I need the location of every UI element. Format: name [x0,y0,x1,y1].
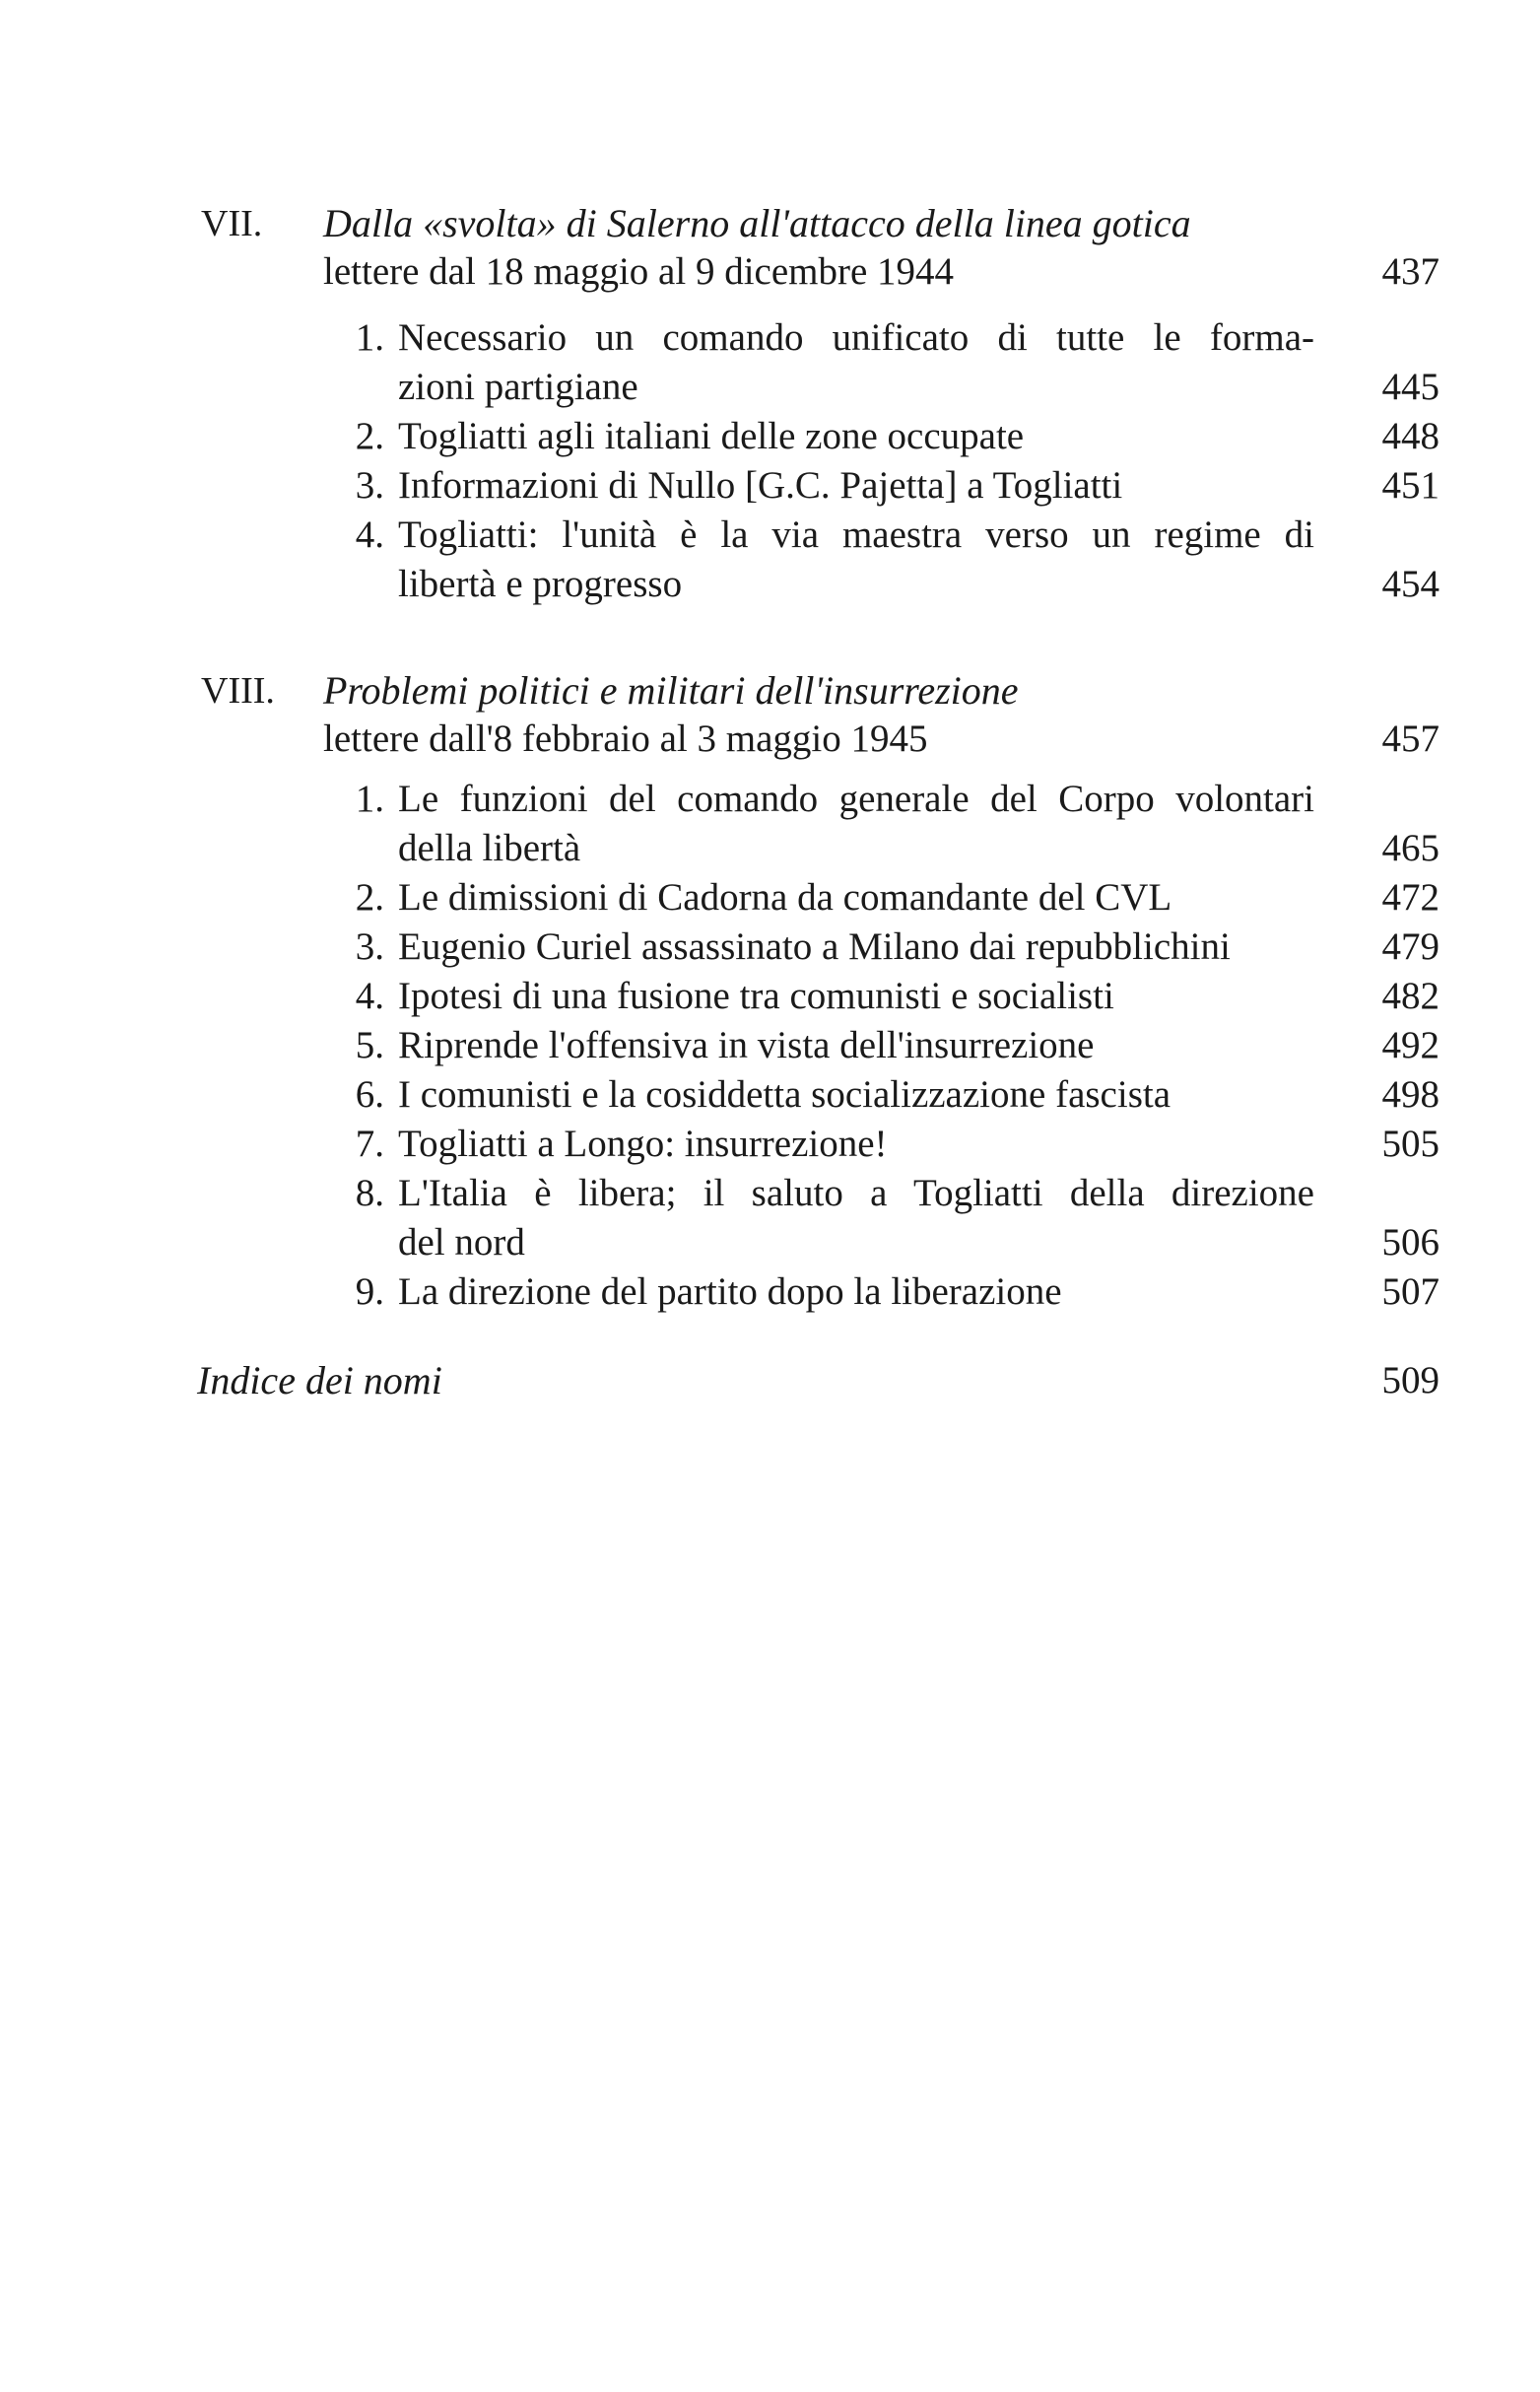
entry-page-number: 482 [1381,975,1440,1017]
section-number: VIII. [201,670,275,712]
section-subtitle: lettere dall'8 febbraio al 3 maggio 1945 [323,718,928,760]
section-page-number: 437 [1381,250,1440,293]
entry-title: I comunisti e la cosiddetta socializzazione fascista [398,1073,1172,1116]
entry-page-number: 507 [1381,1270,1440,1313]
entry-number: 7. [355,1123,384,1165]
entry-page-number: 454 [1381,563,1440,605]
section-page-number: 457 [1381,718,1440,760]
entry-page-number: 451 [1381,464,1440,507]
entry-number: 4. [355,975,384,1017]
index-page-number: 509 [1381,1359,1440,1401]
index-heading: Indice dei nomi [197,1358,442,1402]
entry-title-continued: zioni partigiane [398,366,638,408]
entry-title: Togliatti a Longo: insurrezione! [398,1123,888,1165]
entry-page-number: 505 [1381,1123,1440,1165]
entry-title: Eugenio Curiel assassinato a Milano dai repubblichini [398,925,1231,968]
entry-number: 8. [355,1172,384,1214]
entry-title: Togliatti agli italiani delle zone occupate [398,415,1025,457]
section-title: Dalla «svolta» di Salerno all'attacco della linea gotica [323,201,1191,245]
entry-page-number: 498 [1381,1073,1440,1116]
entry-number: 6. [355,1073,384,1116]
entry-page-number: 465 [1381,827,1440,869]
entry-number: 4. [355,513,384,556]
entry-number: 3. [355,925,384,968]
entry-number: 1. [355,778,384,820]
entry-page-number: 445 [1381,366,1440,408]
entry-title: Le dimissioni di Cadorna da comandante del CVL [398,876,1172,919]
entry-title: L'Italia è libera; il saluto a Togliatti della direzione [398,1172,1314,1214]
entry-number: 2. [355,415,384,457]
entry-number: 5. [355,1024,384,1066]
entry-title: La direzione del partito dopo la liberazione [398,1270,1062,1313]
entry-page-number: 479 [1381,925,1440,968]
entry-title: Ipotesi di una fusione tra comunisti e socialisti [398,975,1114,1017]
entry-number: 3. [355,464,384,507]
entry-title: Riprende l'offensiva in vista dell'insurrezione [398,1024,1095,1066]
entry-title-continued: libertà e progresso [398,563,683,605]
section-subtitle: lettere dal 18 maggio al 9 dicembre 1944 [323,250,955,293]
entry-page-number: 492 [1381,1024,1440,1066]
entry-number: 2. [355,876,384,919]
entry-title: Le funzioni del comando generale del Corpo volontari [398,778,1314,820]
entry-title-continued: della libertà [398,827,581,869]
entry-title: Necessario un comando unificato di tutte le forma- [398,316,1314,359]
entry-page-number: 506 [1381,1221,1440,1264]
entry-number: 9. [355,1270,384,1313]
section-number: VII. [201,203,263,244]
entry-title: Togliatti: l'unità è la via maestra verso un regime di [398,513,1314,556]
entry-page-number: 448 [1381,415,1440,457]
section-title: Problemi politici e militari dell'insurrezione [323,668,1019,713]
entry-page-number: 472 [1381,876,1440,919]
entry-title: Informazioni di Nullo [G.C. Pajetta] a Togliatti [398,464,1123,507]
entry-number: 1. [355,316,384,359]
entry-title-continued: del nord [398,1221,525,1264]
